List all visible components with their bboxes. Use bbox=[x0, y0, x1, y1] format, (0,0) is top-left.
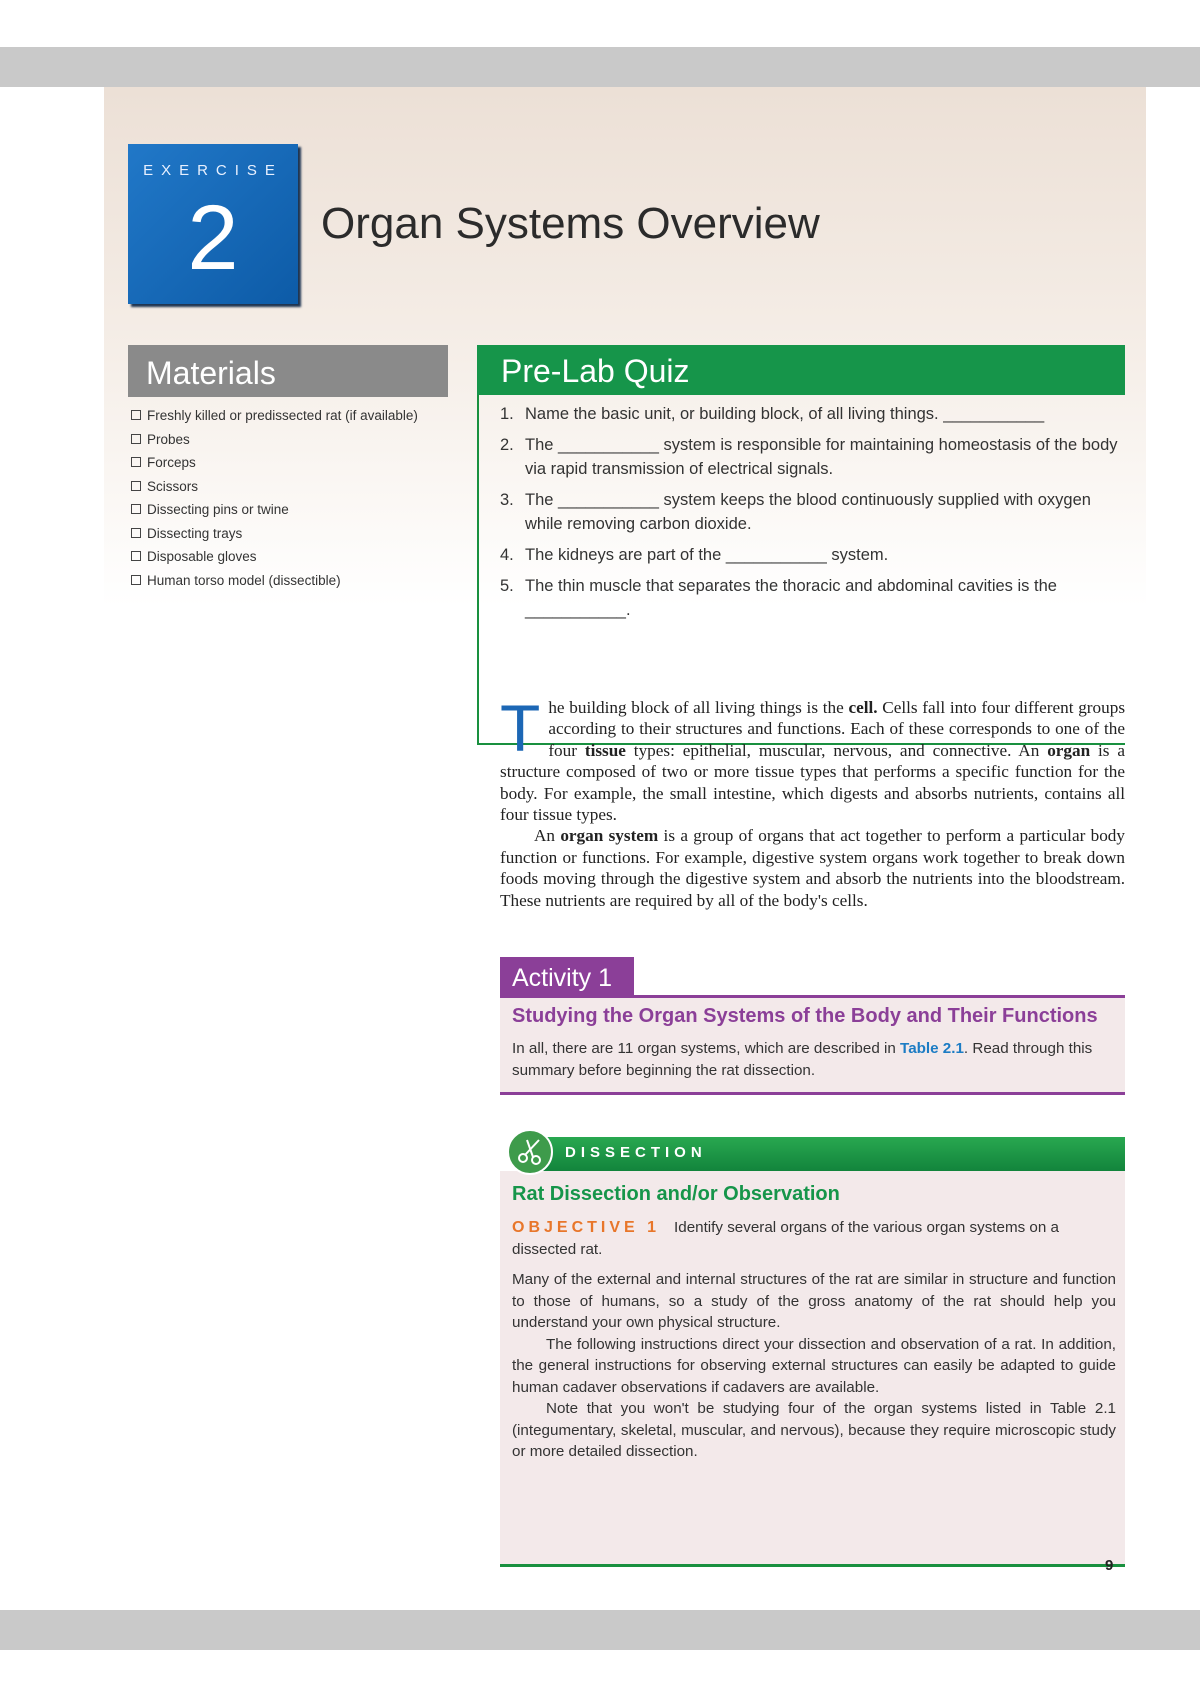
top-scan-band bbox=[0, 47, 1200, 87]
checkbox-icon bbox=[131, 551, 141, 561]
page-number: 9 bbox=[1105, 1557, 1114, 1574]
checkbox-icon bbox=[131, 410, 141, 420]
quiz-question: 1. Name the basic unit, or building block, of all living things. ___________ bbox=[500, 405, 1045, 423]
quiz-question: 5. The thin muscle that separates the thoracic and abdominal cavities is the ___________. bbox=[500, 577, 1057, 619]
dissection-label: DISSECTION bbox=[565, 1144, 707, 1161]
objective-label: OBJECTIVE 1 bbox=[512, 1219, 661, 1236]
checkbox-icon bbox=[131, 457, 141, 467]
list-item: Scissors bbox=[129, 475, 459, 499]
prelab-quiz-heading: Pre-Lab Quiz bbox=[477, 345, 1125, 395]
activity-title: Studying the Organ Systems of the Body and Their Functions bbox=[512, 1005, 1098, 1027]
list-item: Probes bbox=[129, 428, 459, 452]
list-item: Human torso model (dissectible) bbox=[129, 569, 459, 593]
intro-paragraph-1: The building block of all living things is the cell. Cells fall into four different groups according to their structures and functions. Each of these corresponds to one of the four tissue types: epithelial, muscular, nervous, and connective. An organ is a structure composed of two or more tissue types that performs a specific function for the body. For example, the small intestine, which digests and absorbs nutrients, contains all four tissue types. bbox=[500, 691, 1126, 825]
quiz-question: 3. The ___________ system keeps the blood continuously supplied with oxygen while removing carbon dioxide. bbox=[500, 491, 1091, 533]
intro-text bbox=[500, 691, 1126, 911]
materials-list bbox=[129, 404, 459, 592]
checkbox-icon bbox=[131, 528, 141, 538]
dissection-text bbox=[512, 1269, 1116, 1463]
list-item: Dissecting pins or twine bbox=[129, 498, 459, 522]
checkbox-icon bbox=[131, 575, 141, 585]
list-item: Freshly killed or predissected rat (if available) bbox=[129, 404, 459, 428]
exercise-number: 2 bbox=[187, 187, 239, 289]
bottom-scan-band bbox=[0, 1610, 1200, 1650]
activity-text: In all, there are 11 organ systems, which are described in Table 2.1. Read through this summary before beginning the rat dissection. bbox=[512, 1040, 1093, 1079]
dissection-paragraph: Many of the external and internal structures of the rat are similar in structure and function to those of humans, so a study of the gross anatomy of the rat should help you understand your own physical structure. bbox=[512, 1271, 1116, 1331]
list-item: Disposable gloves bbox=[129, 545, 459, 569]
scissors-icon bbox=[507, 1129, 553, 1175]
checkbox-icon bbox=[131, 434, 141, 444]
dissection-paragraph: Note that you won't be studying four of the organ systems listed in Table 2.1 (integumentary, skeletal, muscular, and nervous), because they require microscopic study or more detailed dissection. bbox=[512, 1400, 1116, 1460]
quiz-question: 4. The kidneys are part of the ___________ system. bbox=[500, 546, 889, 564]
exercise-badge bbox=[128, 144, 298, 304]
dissection-paragraph: The following instructions direct your dissection and observation of a rat. In addition, the general instructions for observing external structures can easily be adapted to guide human cadaver observations if cadavers are available. bbox=[512, 1335, 1116, 1396]
quiz-question: 2. The ___________ system is responsible for maintaining homeostasis of the body via rapid transmission of electrical signals. bbox=[500, 436, 1118, 478]
prelab-quiz-questions bbox=[500, 402, 1120, 629]
dissection-title: Rat Dissection and/or Observation bbox=[512, 1183, 840, 1205]
page-title: Organ Systems Overview bbox=[321, 199, 820, 248]
checkbox-icon bbox=[131, 481, 141, 491]
table-reference-link[interactable]: Table 2.1 bbox=[900, 1040, 964, 1057]
checkbox-icon bbox=[131, 504, 141, 514]
drop-cap: T bbox=[500, 691, 541, 765]
objective bbox=[512, 1217, 1116, 1260]
list-item: Dissecting trays bbox=[129, 522, 459, 546]
objective-text: Identify several organs of the various organ systems on a dissected rat. bbox=[512, 1219, 1059, 1258]
textbook-page bbox=[5, 87, 1195, 1610]
intro-paragraph-2: An organ system is a group of organs that act together to perform a particular body function or functions. For example, digestive system organs work together to break down foods moving through the digestive system and absorb the nutrients into the bloodstream. These nutrients are required by all of the body's cells. bbox=[500, 826, 1125, 910]
list-item: Forceps bbox=[129, 451, 459, 475]
activity-tab: Activity 1 bbox=[500, 957, 634, 998]
materials-heading: Materials bbox=[128, 345, 448, 397]
exercise-label: EXERCISE bbox=[143, 162, 283, 179]
